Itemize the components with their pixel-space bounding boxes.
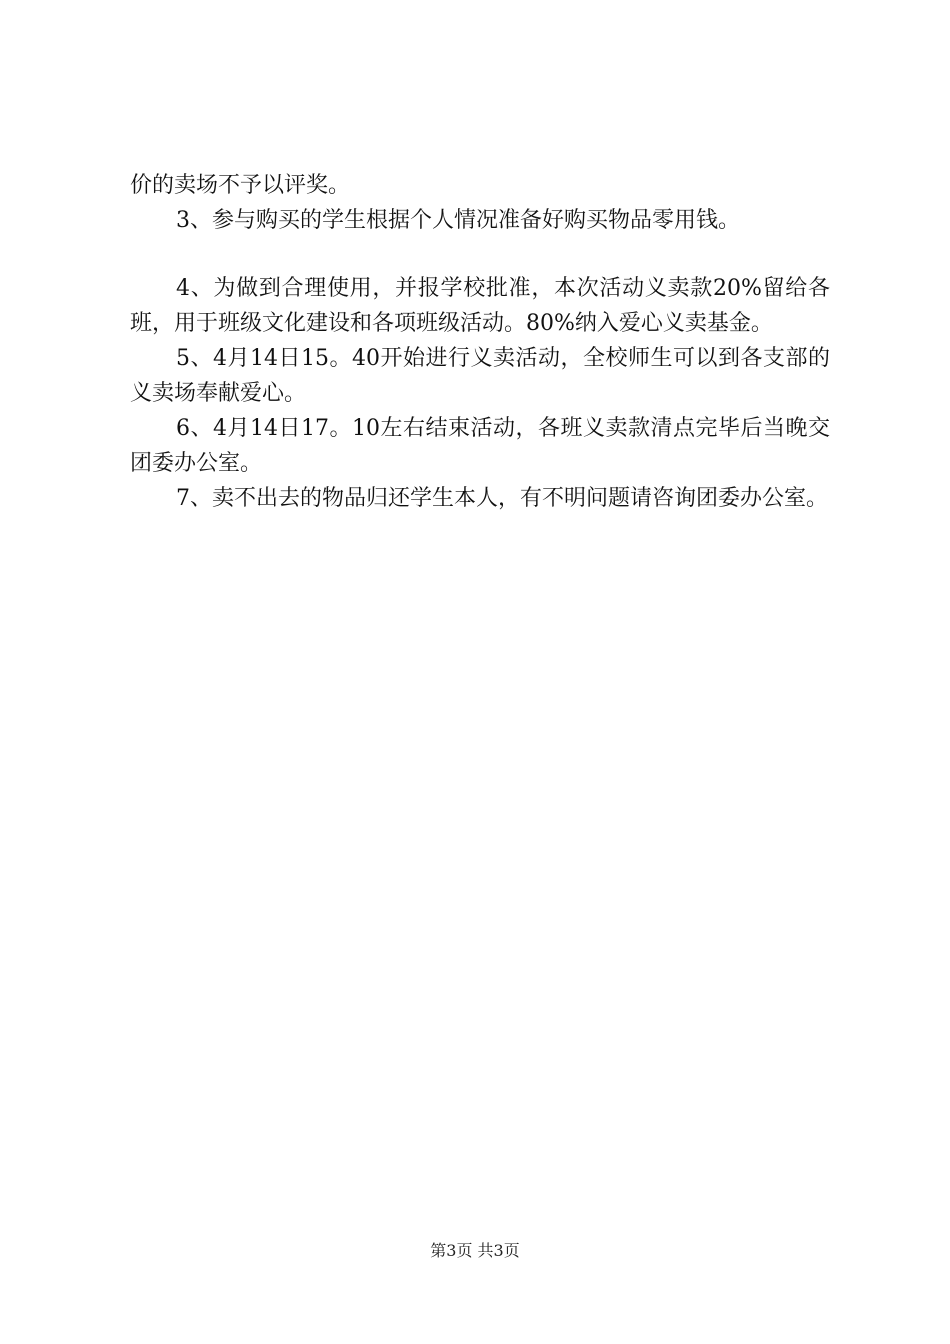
document-body [130,168,830,516]
paragraph-item-3: 3、参与购买的学生根据个人情况准备好购买物品零用钱。 [176,208,740,233]
paragraph-item-4: 4、为做到合理使用，并报学校批准，本次活动义卖款20%留给各班，用于班级文化建设和各项班级活动。80%纳入爱心义卖基金。 [130,276,830,336]
paragraph-continuation: 价的卖场不予以评奖。 [130,173,351,198]
paragraph-item-5: 5、4月14日15。40开始进行义卖活动，全校师生可以到各支部的义卖场奉献爱心。 [130,346,830,406]
paragraph-item-7: 7、卖不出去的物品归还学生本人，有不明问题请咨询团委办公室。 [176,486,828,511]
page-number-footer: 第3页 共3页 [430,1241,520,1260]
paragraph-item-6: 6、4月14日17。10左右结束活动，各班义卖款清点完毕后当晚交团委办公室。 [130,416,830,476]
